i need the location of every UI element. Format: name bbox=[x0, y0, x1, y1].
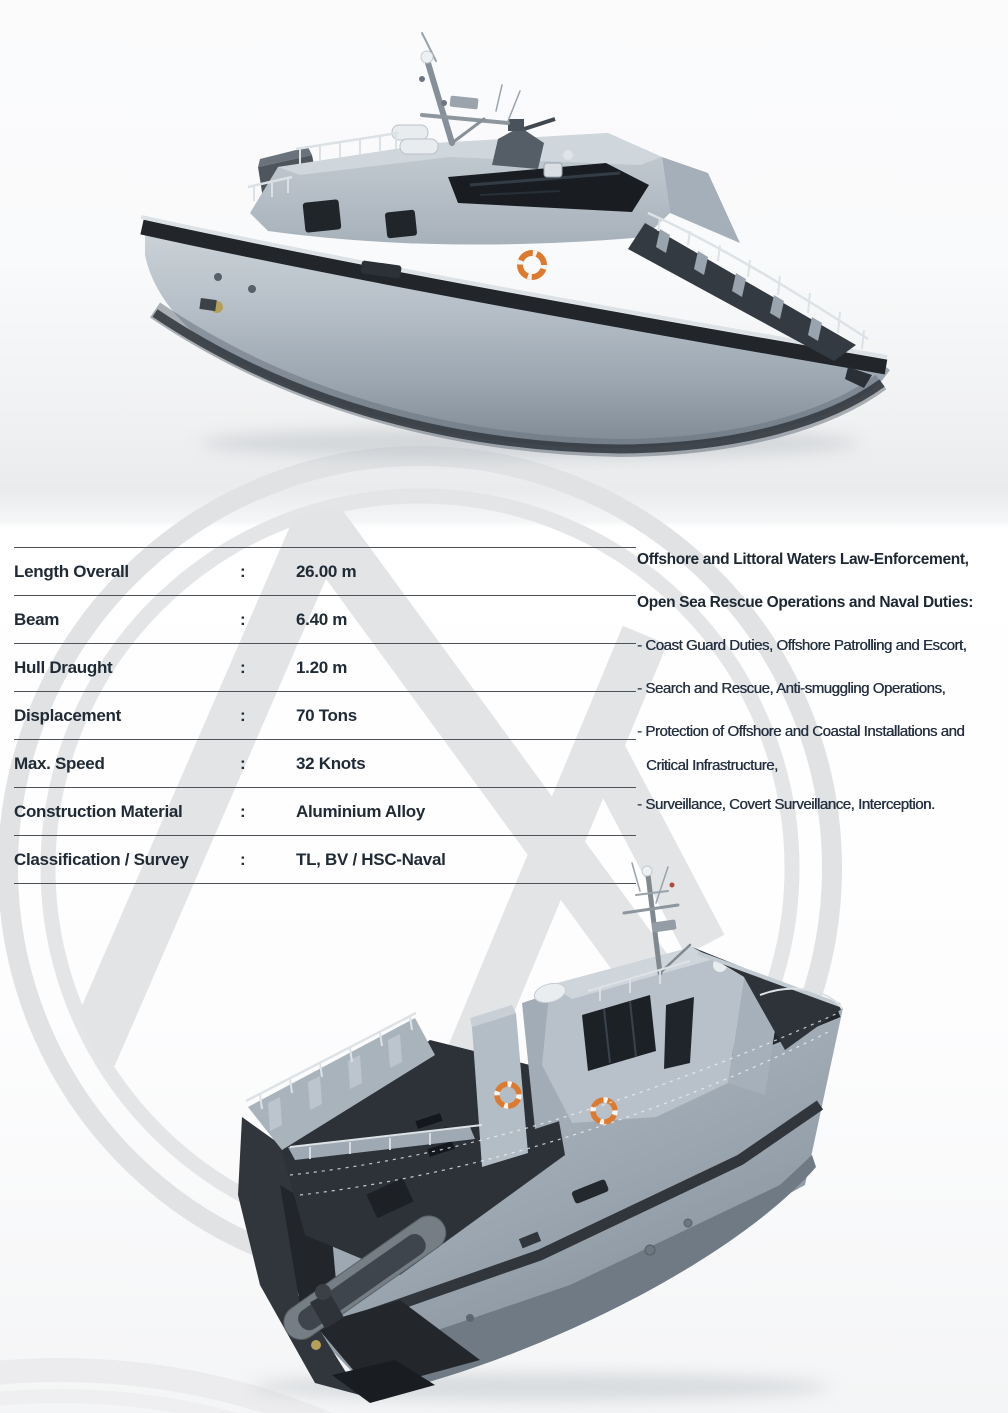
side-window bbox=[664, 997, 694, 1069]
spec-colon: : bbox=[240, 753, 246, 773]
patrol-boat-bow-quarter-render bbox=[100, 15, 910, 470]
spec-colon: : bbox=[240, 609, 246, 629]
spec-row-construction-material bbox=[14, 787, 636, 835]
spec-colon: : bbox=[240, 849, 246, 869]
patrol-boat-stern-quarter-render bbox=[220, 855, 860, 1413]
mission-heading-line-2: Open Sea Rescue Operations and Naval Duties: bbox=[637, 593, 974, 611]
spec-label: Hull Draught bbox=[14, 657, 113, 677]
spec-row-classification-survey bbox=[14, 835, 636, 883]
spec-value: 6.40 m bbox=[296, 609, 348, 629]
spec-colon: : bbox=[240, 561, 246, 581]
spec-value: Aluminium Alloy bbox=[296, 801, 425, 821]
mission-text-block bbox=[637, 538, 1008, 826]
spec-colon: : bbox=[240, 705, 246, 725]
spec-value: 1.20 m bbox=[296, 657, 348, 677]
spec-label: Beam bbox=[14, 609, 60, 629]
cabin-window bbox=[385, 210, 418, 239]
searchlight bbox=[544, 163, 562, 177]
mission-bullet-4: - Surveillance, Covert Surveillance, Interception. bbox=[637, 796, 935, 813]
spec-row-max-speed bbox=[14, 739, 636, 787]
spec-colon: : bbox=[240, 801, 246, 821]
sensor-dome bbox=[563, 150, 573, 160]
spec-row-hull-draught bbox=[14, 643, 636, 691]
hull bbox=[141, 217, 890, 449]
spec-label: Max. Speed bbox=[14, 753, 105, 773]
mission-bullet-3: - Protection of Offshore and Coastal Installations and bbox=[637, 723, 965, 740]
spec-label: Classification / Survey bbox=[14, 849, 189, 869]
mission-bullet-2: - Search and Rescue, Anti-smuggling Operations, bbox=[637, 680, 946, 697]
spec-row-beam bbox=[14, 595, 636, 643]
stern-fitting bbox=[311, 1340, 321, 1350]
cabin-window bbox=[303, 199, 342, 233]
spec-row-displacement bbox=[14, 691, 636, 739]
spec-value: 26.00 m bbox=[296, 561, 357, 581]
spec-value: 32 Knots bbox=[296, 753, 366, 773]
mission-heading-line-1: Offshore and Littoral Waters Law-Enforcement, bbox=[637, 550, 969, 568]
mast bbox=[419, 33, 520, 143]
spec-row-length-overall bbox=[14, 547, 636, 595]
radar-antenna bbox=[450, 96, 479, 110]
mission-bullet-1: - Coast Guard Duties, Offshore Patrolling and Escort, bbox=[637, 637, 967, 654]
spec-value: 70 Tons bbox=[296, 705, 357, 725]
spec-label: Displacement bbox=[14, 705, 121, 725]
spec-label: Length Overall bbox=[14, 561, 129, 581]
spec-label: Construction Material bbox=[14, 801, 183, 821]
life-raft-canister bbox=[400, 139, 438, 154]
specifications-table bbox=[14, 547, 636, 884]
life-ring bbox=[520, 253, 544, 277]
superstructure bbox=[250, 119, 740, 245]
spec-colon: : bbox=[240, 657, 246, 677]
spec-value: TL, BV / HSC-Naval bbox=[296, 849, 446, 869]
mission-bullet-3-continuation: Critical Infrastructure, bbox=[646, 757, 778, 774]
